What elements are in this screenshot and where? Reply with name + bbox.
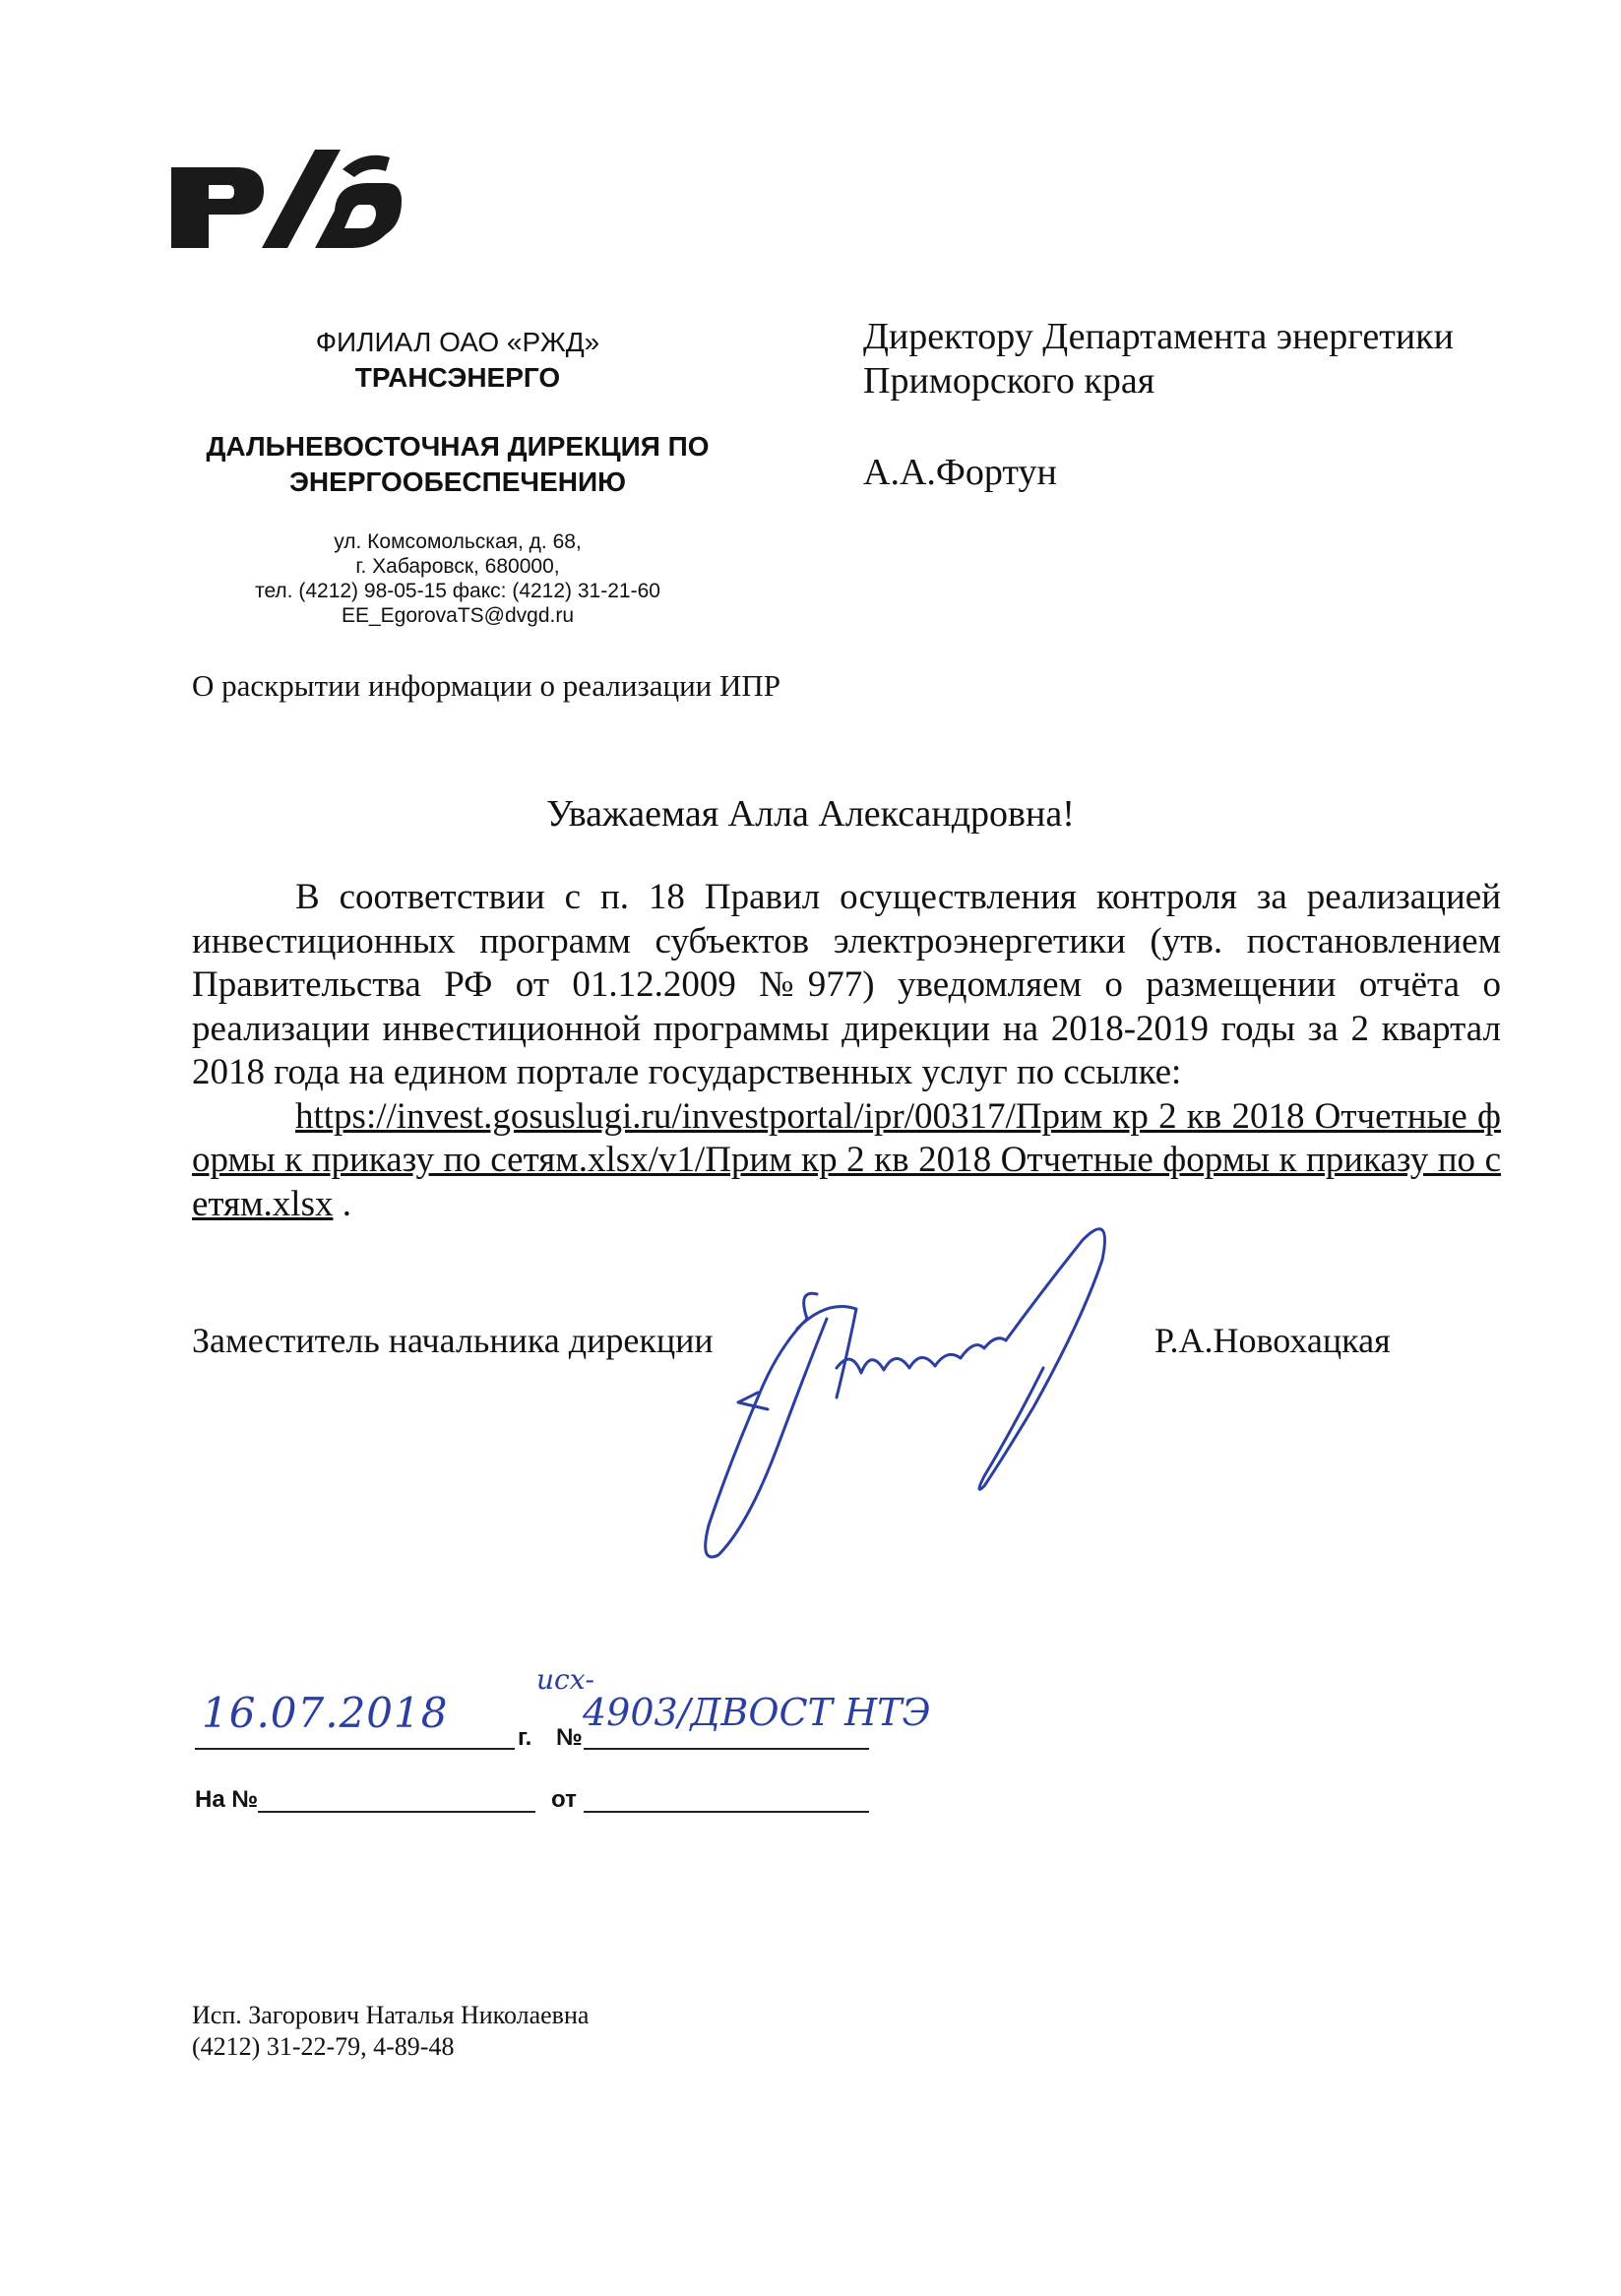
- addressee-line-1: Директору Департамента энергетики: [863, 316, 1454, 357]
- address-street: ул. Комсомольская, д. 68,: [334, 530, 582, 553]
- number-prefix: исх-: [536, 1663, 594, 1696]
- link-suffix: .: [333, 1183, 351, 1224]
- signatory-title: Заместитель начальника дирекции: [192, 1321, 714, 1360]
- signatory-name: Р.А.Новохацкая: [1154, 1321, 1391, 1360]
- letter-number: 4903/ДВОСТ НТЭ: [583, 1691, 931, 1734]
- rzd-logo: [167, 146, 404, 254]
- letter-subject: О раскрытии информации о реализации ИПР: [192, 668, 781, 703]
- addressee-block: [863, 315, 1552, 403]
- reply-date-line: [584, 1811, 869, 1813]
- reply-date-label: от: [551, 1786, 577, 1813]
- reply-number-label: На №: [195, 1786, 259, 1813]
- org-name: ФИЛИАЛ ОАО «РЖД»: [315, 327, 600, 357]
- directorate-name: [202, 429, 714, 500]
- year-suffix-label: г.: [518, 1724, 532, 1751]
- portal-link[interactable]: https://invest.gosuslugi.ru/investportal/ipr/00317/Прим кр 2 кв 2018 Отчетные формы к приказу по сетям.xlsx/v1/Прим кр 2 кв 2018 Отчетные формы к приказу по сетям.xlsx: [192, 1095, 1501, 1224]
- body-paragraph: В соответствии с п. 18 Правил осуществления контроля за реализацией инвестиционных программ субъектов электроэнергетики (утв. постановлением Правительства РФ от 01.12.2009 №977) уведомляем о размещении отчёта о реализации инвестиционной программы дирекции на 2018-2019 годы за 2 квартал 2018 года на едином портале государственных услуг по ссылке:: [192, 877, 1501, 1092]
- address-phone: тел. (4212) 98-05-15 факс: (4212) 31-21-60: [255, 580, 660, 602]
- executor-info: [192, 2000, 589, 2063]
- executor-name: Исп. Загорович Наталья Николаевна: [192, 2001, 590, 2029]
- letter-date: 16.07.2018: [202, 1689, 449, 1737]
- letter-body: [192, 876, 1501, 1226]
- addressee-name: А.А.Фортун: [863, 452, 1057, 493]
- org-address: [202, 529, 714, 628]
- handwritten-signature: [689, 1201, 1201, 1584]
- salutation: Уважаемая Алла Александровна!: [546, 793, 1075, 835]
- directorate-line-1: ДАЛЬНЕВОСТОЧНАЯ ДИРЕКЦИЯ ПО: [206, 431, 710, 462]
- directorate-line-2: ЭНЕРГООБЕСПЕЧЕНИЮ: [289, 466, 626, 497]
- executor-phones: (4212) 31-22-79, 4-89-48: [192, 2032, 455, 2061]
- number-underline: [584, 1748, 869, 1750]
- address-email: EE_EgorovaTS@dvgd.ru: [341, 604, 575, 627]
- addressee-line-2: Приморского края: [863, 360, 1155, 402]
- org-subdivision: ТРАНСЭНЕРГО: [354, 362, 561, 393]
- address-city: г. Хабаровск, 680000,: [355, 555, 560, 578]
- date-underline: [195, 1748, 515, 1750]
- number-label: №: [556, 1724, 583, 1751]
- reply-number-line: [258, 1811, 535, 1813]
